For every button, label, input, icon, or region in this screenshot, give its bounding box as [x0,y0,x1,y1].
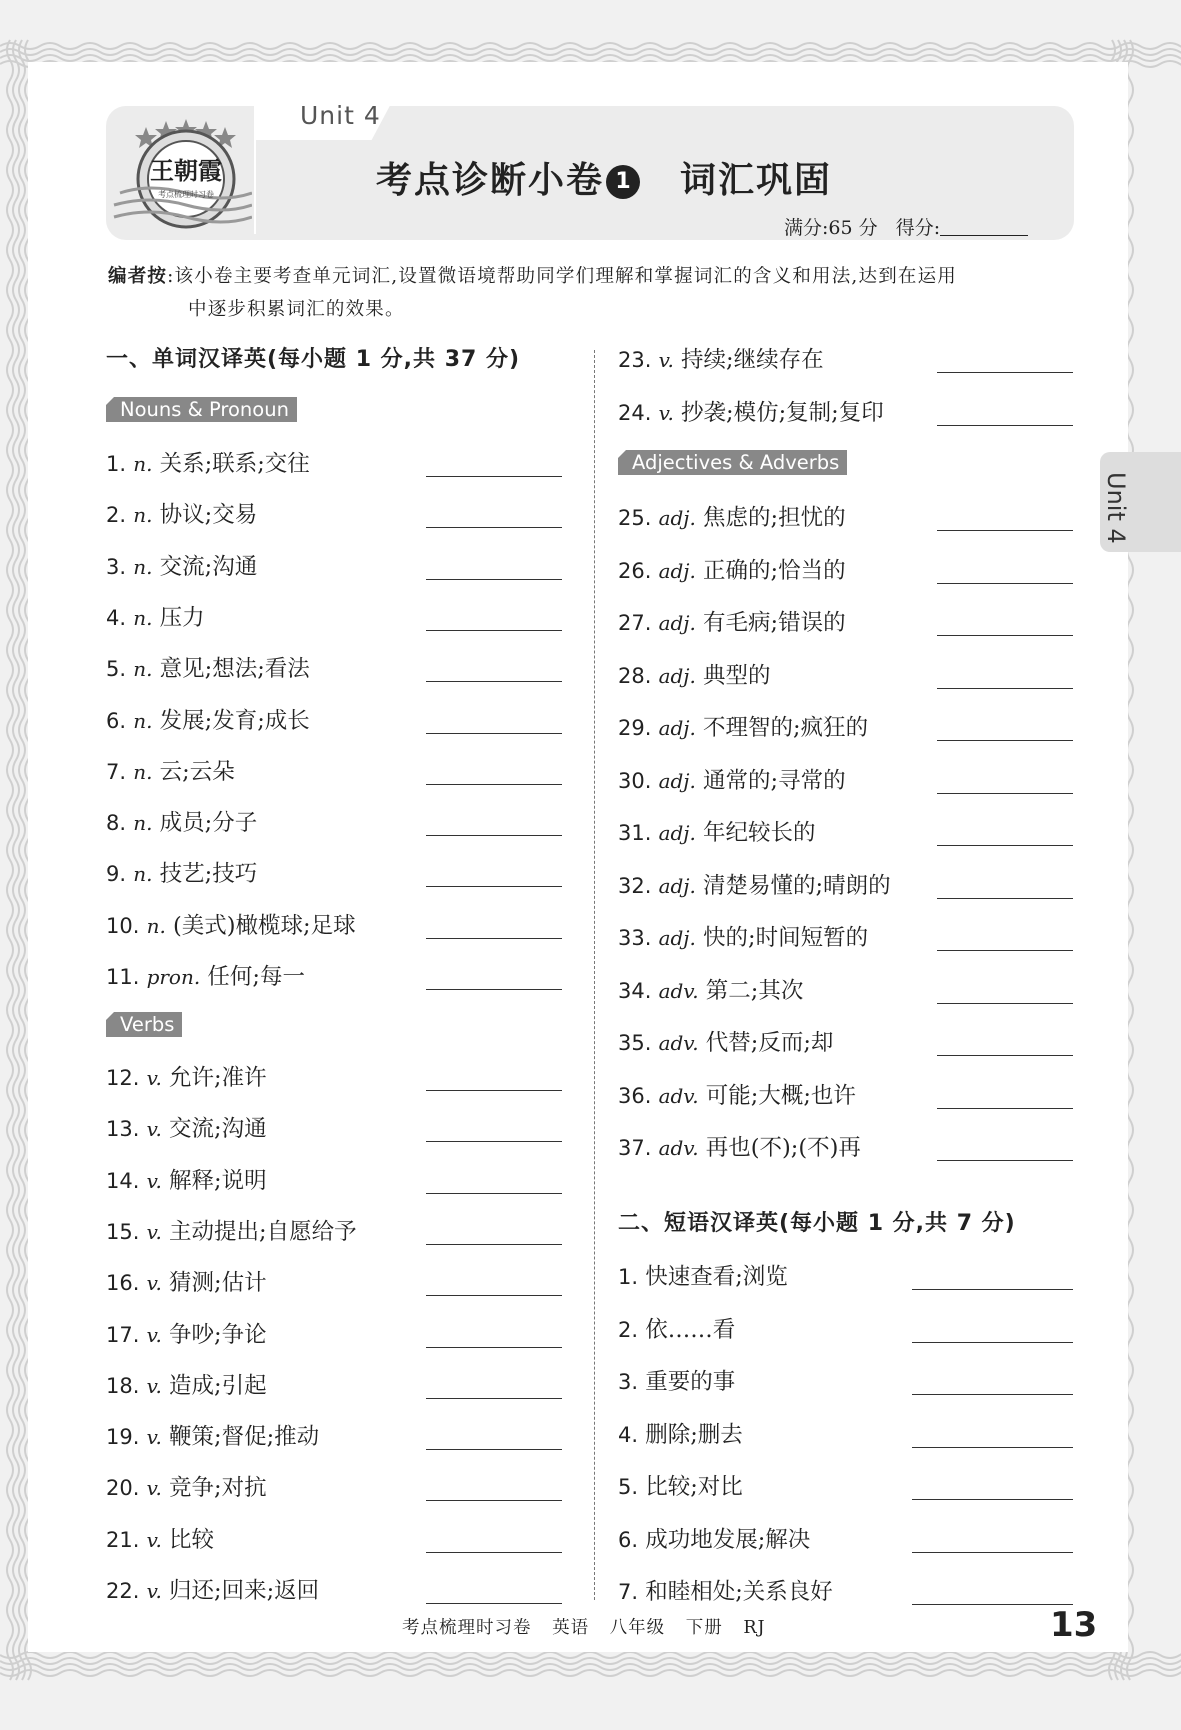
vocab-item [618,710,868,740]
vocab-item [106,549,257,579]
item-meaning: 云;云朵 [159,758,235,785]
vocab-item [106,446,310,476]
part-of-speech: adj. [658,768,696,793]
item-number: 1. [618,1265,639,1289]
item-meaning: 意见;想法;看法 [159,656,310,683]
answer-blank[interactable] [426,733,562,734]
item-meaning: 比较;对比 [645,1474,743,1500]
answer-blank[interactable] [937,688,1073,689]
vocab-item [106,1522,214,1552]
answer-blank[interactable] [426,1552,562,1553]
item-meaning: 抄袭;模仿;复制;复印 [681,400,884,426]
item-meaning: 解释;说明 [169,1167,267,1194]
item-meaning: 第二;其次 [705,977,804,1004]
publisher-logo [110,113,252,233]
item-number: 10. [106,913,140,938]
item-number: 6. [618,1527,639,1552]
editor-note-label: 编者按 [108,266,168,287]
item-meaning: 成员;分子 [159,810,258,837]
part-of-speech: adj. [658,821,696,845]
column-divider [594,350,595,1600]
part-of-speech: v. [146,1476,162,1501]
answer-blank[interactable] [937,845,1073,846]
title-number-badge: 1 [606,165,640,199]
vocab-item [618,1312,735,1342]
vocab-item [618,1469,743,1499]
vocab-item [106,1368,267,1398]
part-of-speech: adv. [658,1136,699,1160]
part-of-speech: n. [133,708,153,733]
item-number: 4. [618,1422,639,1447]
item-meaning: 允许;准许 [169,1065,267,1091]
answer-blank[interactable] [426,1347,562,1348]
part-of-speech: adj. [658,611,696,635]
part-of-speech: adj. [658,873,696,898]
part-of-speech: adj. [658,558,696,583]
vocab-item [618,553,846,583]
part-of-speech: n. [133,452,153,476]
part-of-speech: v. [146,1117,162,1142]
answer-blank[interactable] [937,425,1073,426]
part-of-speech: n. [146,913,166,938]
footer-grade: 八年级 [609,1618,666,1638]
vocab-item [106,856,257,886]
answer-blank[interactable] [937,1003,1073,1004]
item-number: 1. [106,452,127,476]
item-meaning: 任何;每一 [207,964,305,990]
part-of-speech: v. [146,1527,162,1552]
item-meaning: 鞭策;督促;推动 [169,1424,320,1451]
item-meaning: 年纪较长的 [703,820,816,846]
item-number: 18. [106,1373,140,1398]
page-number: 13 [1050,1605,1098,1645]
item-number: 8. [106,811,127,836]
answer-blank[interactable] [912,1289,1073,1290]
answer-blank[interactable] [426,886,562,887]
item-meaning: 协议;交易 [159,502,258,529]
item-meaning: 有毛病;错误的 [703,610,846,636]
part-of-speech: v. [146,1066,162,1090]
item-meaning: 交流;沟通 [159,553,258,580]
part-of-speech: n. [133,811,153,836]
part-of-speech: adv. [658,978,699,1003]
vocab-item [106,703,310,733]
answer-blank[interactable] [937,635,1073,636]
item-number: 5. [618,1475,639,1499]
logo-text: 王朝霞 [150,156,222,185]
item-meaning: 清楚易懂的;晴朗的 [703,872,891,899]
answer-blank[interactable] [937,372,1073,373]
part-of-speech: adv. [658,1031,699,1055]
answer-blank[interactable] [937,530,1073,531]
side-unit-tab [1100,452,1181,552]
answer-blank[interactable] [937,793,1073,794]
item-number: 37. [618,1136,652,1160]
category-tag: Adjectives & Adverbs [618,450,847,475]
answer-blank[interactable] [426,938,562,939]
part-of-speech: n. [133,862,153,887]
part-of-speech: adj. [658,926,696,950]
part-of-speech: n. [133,503,153,528]
item-number: 23. [618,348,652,372]
vocab-item [618,1078,856,1108]
answer-blank[interactable] [426,835,562,836]
item-number: 17. [106,1322,140,1347]
item-number: 32. [618,873,652,898]
answer-blank[interactable] [937,583,1073,584]
vocab-item [618,868,891,898]
part-of-speech: v. [146,1322,162,1347]
part-of-speech: v. [146,1219,162,1244]
item-meaning: 和睦相处;关系良好 [645,1579,833,1605]
item-meaning: (美式)橄榄球;足球 [172,912,356,939]
vocab-item [618,973,803,1003]
logo-separator [254,112,256,234]
item-number: 21. [106,1527,140,1552]
footer-subject: 英语 [552,1618,590,1638]
vocab-item [618,1417,743,1447]
item-meaning: 典型的 [703,662,771,689]
answer-blank[interactable] [937,740,1073,741]
category-tag: Verbs [106,1012,182,1037]
item-number: 30. [618,768,652,793]
answer-blank[interactable] [912,1394,1073,1395]
part-of-speech: adj. [658,506,696,530]
vocab-item [618,1574,833,1604]
item-meaning: 不理智的;疯狂的 [703,715,869,741]
vocab-item [106,1317,267,1347]
answer-blank[interactable] [937,898,1073,899]
item-number: 24. [618,401,652,425]
item-number: 31. [618,821,652,845]
item-meaning: 可能;大概;也许 [705,1082,856,1109]
item-number: 7. [106,759,127,784]
item-number: 16. [106,1271,140,1296]
item-meaning: 成功地发展;解决 [645,1526,811,1553]
vocab-item [106,805,257,835]
full-score: 满分:65 分 [784,217,878,239]
answer-blank[interactable] [426,1141,562,1142]
item-number: 3. [106,554,127,579]
item-number: 4. [106,605,127,630]
editor-note [108,260,1078,326]
item-number: 9. [106,862,127,887]
part-of-speech: adv. [658,1083,699,1108]
section1-heading: 一、单词汉译英(每小题 1 分,共 37 分) [106,347,521,372]
part-of-speech: v. [146,1168,162,1193]
page-title [376,152,832,203]
item-meaning: 重要的事 [645,1369,736,1395]
item-number: 15. [106,1219,140,1244]
item-meaning: 删除;删去 [645,1421,743,1448]
item-number: 26. [618,558,652,583]
vocab-item [618,1130,861,1160]
answer-blank[interactable] [426,1193,562,1194]
score-box [784,213,1028,240]
footer-info [402,1614,780,1639]
vocab-item [618,1259,788,1289]
vocab-item [106,754,235,784]
vocab-item [618,815,816,845]
item-number: 20. [106,1476,140,1501]
item-number: 19. [106,1425,140,1450]
item-meaning: 再也(不);(不)再 [705,1135,861,1161]
vocab-item [618,658,771,688]
part-of-speech: v. [146,1373,162,1398]
item-meaning: 发展;发育;成长 [159,707,310,734]
item-meaning: 关系;联系;交往 [159,451,310,477]
item-number: 2. [106,503,127,528]
answer-blank[interactable] [912,1499,1073,1500]
answer-blank[interactable] [426,784,562,785]
vocab-item [618,342,824,372]
part-of-speech: n. [133,554,153,579]
vocab-item [106,1214,357,1244]
title-main: 考点诊断小卷 [376,160,605,201]
vocab-item [618,1522,810,1552]
item-meaning: 代替;反而;却 [705,1030,834,1056]
vocab-item [106,1419,319,1449]
answer-blank[interactable] [426,1398,562,1399]
answer-blank[interactable] [426,527,562,528]
title-subtitle: 词汇巩固 [680,160,833,201]
item-number: 13. [106,1117,140,1142]
item-meaning: 比较 [169,1526,215,1553]
item-number: 5. [106,657,127,682]
vocab-item [106,1265,267,1295]
section2-heading: 二、短语汉译英(每小题 1 分,共 7 分) [618,1211,1016,1236]
item-meaning: 通常的;寻常的 [703,767,846,794]
item-number: 28. [618,663,652,688]
item-meaning: 猜测;估计 [169,1270,267,1297]
answer-blank[interactable] [426,476,562,477]
vocab-item [106,1470,267,1500]
vocab-item [618,605,846,635]
editor-note-line2: 中逐步积累词汇的效果。 [188,299,405,320]
item-meaning: 交流;沟通 [169,1116,267,1143]
item-number: 14. [106,1168,140,1193]
vocab-item [106,497,257,527]
item-number: 22. [106,1579,140,1603]
answer-blank[interactable] [426,1500,562,1501]
answer-blank[interactable] [912,1342,1073,1343]
unit-label: Unit 4 [300,101,381,130]
logo-subtext: 考点梳理时习卷 [158,190,214,199]
part-of-speech: n. [133,605,153,630]
part-of-speech: v. [146,1425,162,1450]
category-tag: Nouns & Pronoun [106,397,297,422]
part-of-speech: pron. [146,965,201,989]
answer-blank[interactable] [426,1295,562,1296]
item-number: 6. [106,708,127,733]
item-number: 34. [618,978,652,1003]
item-number: 33. [618,926,652,950]
vocab-item [106,1573,319,1603]
item-number: 25. [618,506,652,530]
footer-series: 考点梳理时习卷 [402,1618,532,1638]
vocab-item [618,920,868,950]
answer-blank[interactable] [937,1108,1073,1109]
footer-volume: 下册 [685,1618,723,1638]
vocab-item [618,763,846,793]
vocab-item [618,1025,833,1055]
item-meaning: 争吵;争论 [169,1321,267,1348]
item-number: 27. [618,611,652,635]
answer-blank[interactable] [937,950,1073,951]
part-of-speech: v. [146,1271,162,1296]
item-meaning: 主动提出;自愿给予 [169,1218,357,1245]
answer-blank[interactable] [426,1090,562,1091]
item-meaning: 持续;继续存在 [681,347,824,373]
vocab-item [106,959,305,989]
vocab-item [106,908,356,938]
editor-note-line1: :该小卷主要考查单元词汇,设置微语境帮助同学们理解和掌握词汇的含义和用法,达到在运用 [167,266,958,287]
answer-blank[interactable] [426,630,562,631]
item-number: 12. [106,1066,140,1090]
vocab-item [106,600,205,630]
answer-blank[interactable] [426,989,562,990]
item-number: 11. [106,965,140,989]
part-of-speech: adj. [658,716,696,740]
part-of-speech: v. [146,1579,162,1603]
answer-blank[interactable] [937,1055,1073,1056]
answer-blank[interactable] [912,1552,1073,1553]
vocab-item [618,1364,735,1394]
item-meaning: 快的;时间短暂的 [703,925,869,951]
answer-blank[interactable] [426,579,562,580]
item-meaning: 压力 [159,604,205,631]
item-meaning: 依……看 [645,1316,736,1343]
part-of-speech: v. [658,401,674,425]
side-unit-label: Unit 4 [1102,472,1130,544]
answer-blank[interactable] [426,681,562,682]
vocab-item [106,1060,267,1090]
part-of-speech: adj. [658,663,696,688]
answer-blank[interactable] [426,1449,562,1450]
item-number: 2. [618,1317,639,1342]
vocab-item [106,1163,267,1193]
part-of-speech: v. [658,348,674,372]
vocab-item [106,1111,267,1141]
vocab-item [618,395,884,425]
item-number: 7. [618,1580,639,1604]
vocab-item [618,500,846,530]
item-meaning: 竞争;对抗 [169,1475,267,1502]
part-of-speech: n. [133,759,153,784]
item-number: 35. [618,1031,652,1055]
footer-edition: RJ [743,1618,766,1638]
answer-blank[interactable] [912,1604,1073,1605]
item-meaning: 造成;引起 [169,1372,267,1399]
answer-blank[interactable] [426,1603,562,1604]
item-number: 36. [618,1083,652,1108]
item-meaning: 焦虑的;担忧的 [703,505,846,531]
answer-blank[interactable] [937,1160,1073,1161]
item-number: 3. [618,1370,639,1394]
item-meaning: 快速查看;浏览 [645,1264,788,1290]
item-meaning: 归还;回来;返回 [169,1578,320,1604]
vocab-item [106,651,310,681]
item-meaning: 技艺;技巧 [159,861,258,888]
answer-blank[interactable] [912,1447,1073,1448]
score-blank[interactable] [940,217,1028,236]
item-meaning: 正确的;恰当的 [703,557,846,584]
part-of-speech: n. [133,657,153,682]
score-label: 得分: [895,217,941,239]
item-number: 29. [618,716,652,740]
answer-blank[interactable] [426,1244,562,1245]
